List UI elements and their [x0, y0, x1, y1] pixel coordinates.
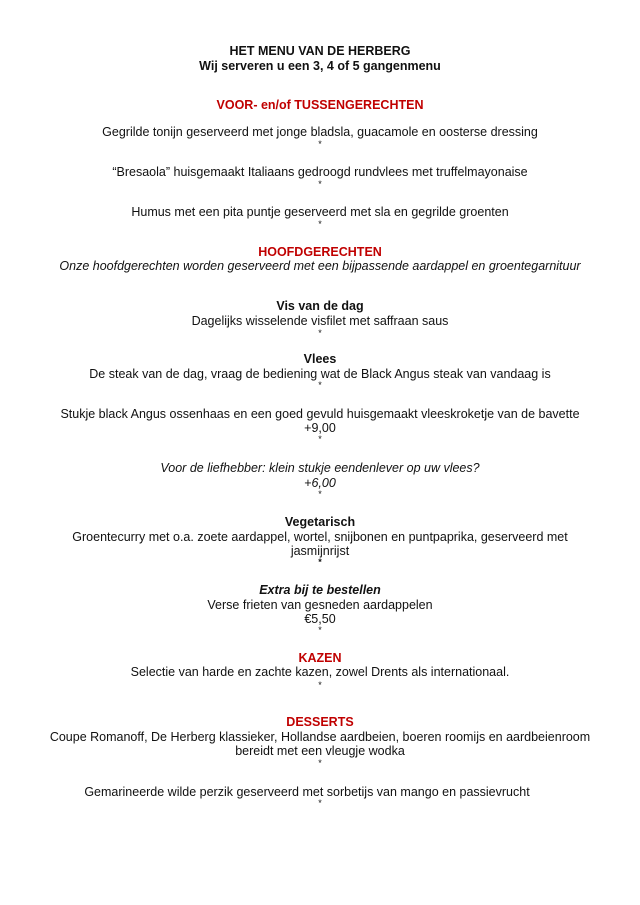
dessert-item-cont: bereidt met een vleugje wodka	[235, 744, 405, 758]
fish-title: Vis van de dag	[276, 299, 364, 313]
mains-note: Onze hoofdgerechten worden geserveerd met een bijpassende aardappel en groentegarnituur	[59, 259, 581, 273]
separator-star: *	[318, 680, 322, 690]
menu-subtitle: Wij serveren u een 3, 4 of 5 gangenmenu	[199, 59, 441, 73]
separator-star: *	[318, 625, 322, 635]
separator-star: *	[318, 328, 322, 338]
meat-title: Vlees	[303, 352, 337, 366]
separator-star: *	[318, 489, 322, 499]
dessert-item: Gemarineerde wilde perzik geserveerd met sorbetijs van mango en passievrucht	[84, 785, 530, 799]
vegetarian-description-cont: jasmijnrijst	[290, 544, 350, 558]
separator-star: *	[318, 380, 322, 390]
meat-description: De steak van de dag, vraag de bediening wat de Black Angus steak van vandaag is	[89, 367, 551, 381]
section-heading-starters: VOOR- en/of TUSSENGERECHTEN	[216, 98, 424, 112]
vegetarian-title: Vegetarisch	[284, 515, 356, 529]
separator-star: *	[318, 434, 322, 444]
section-heading-desserts: DESSERTS	[286, 715, 354, 729]
separator-star: *	[318, 219, 322, 229]
fish-description: Dagelijks wisselende visfilet met saffraan saus	[191, 314, 449, 328]
extra-description: Verse frieten van gesneden aardappelen	[207, 598, 433, 612]
meat-addon-supplement: +6,00	[304, 476, 336, 490]
meat-option-supplement: +9,00	[304, 421, 336, 435]
cheese-description: Selectie van harde en zachte kazen, zowel Drents als internationaal.	[130, 665, 510, 679]
separator-star: *	[318, 139, 322, 149]
section-heading-cheese: KAZEN	[298, 651, 342, 665]
separator-star: *	[318, 179, 322, 189]
section-heading-mains: HOOFDGERECHTEN	[258, 245, 382, 259]
extra-title: Extra bij te bestellen	[259, 583, 381, 597]
meat-addon-description: Voor de liefhebber: klein stukje eendenlever op uw vlees?	[160, 461, 480, 475]
extra-price: €5,50	[304, 612, 336, 626]
separator-star: *	[318, 758, 322, 768]
starter-item: “Bresaola” huisgemaakt Italiaans gedroogd rundvlees met truffelmayonaise	[112, 165, 528, 179]
meat-option-description: Stukje black Angus ossenhaas en een goed gevuld huisgemaakt vleeskroketje van de bavette	[60, 407, 580, 421]
menu-title: HET MENU VAN DE HERBERG	[229, 44, 411, 58]
separator-star: *	[318, 557, 322, 567]
vegetarian-description: Groentecurry met o.a. zoete aardappel, wortel, snijbonen en puntpaprika, geserveerd met	[72, 530, 568, 544]
starter-item: Gegrilde tonijn geserveerd met jonge bladsla, guacamole en oosterse dressing	[102, 125, 538, 139]
starter-item: Humus met een pita puntje geserveerd met sla en gegrilde groenten	[131, 205, 509, 219]
dessert-item: Coupe Romanoff, De Herberg klassieker, Hollandse aardbeien, boeren roomijs en aardbeienroom	[49, 730, 591, 744]
separator-star: *	[318, 798, 322, 808]
